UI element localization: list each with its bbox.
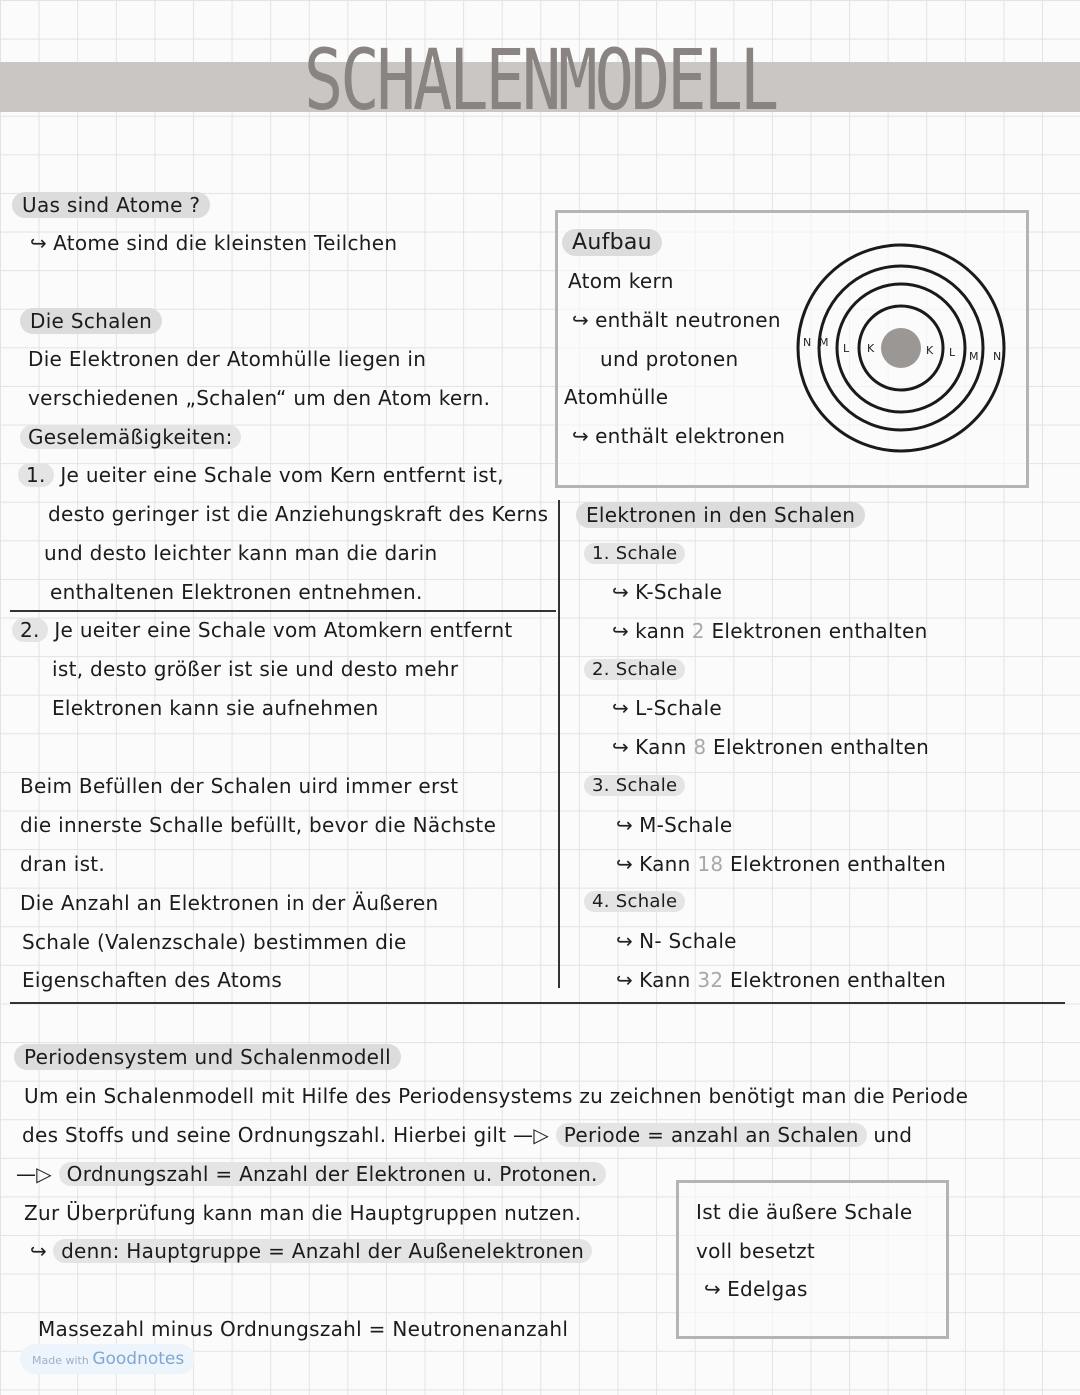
arrow-icon: ↪ [612,580,630,604]
nucleus-label: Atom kern [568,269,674,293]
arrow-icon: ↪ [612,696,630,720]
arrow-icon: ↪ [616,929,634,953]
page-title: SCHALENMODELL [303,31,777,129]
note-line1: Ist die äußere Schale [696,1200,913,1224]
rule2-line3: Elektronen kann sie aufnehmen [52,696,379,720]
shell2-name: ↪ L-Schale [612,696,722,720]
shell-label-left: M [819,336,829,349]
nucleus-dot [881,328,921,368]
shell-label-right: L [949,346,956,359]
shell2-label: 2. Schale [584,657,685,683]
rules-heading: Geselemäßigkeiten: [20,424,241,450]
shell-label-right: M [969,350,979,363]
atoms-heading: Uas sind Atome ? [12,192,210,218]
shell4-name: ↪ N- Schale [616,929,737,953]
shell-contains: ↪ enthält elektronen [572,424,786,448]
shell-label: Atomhülle [564,385,669,409]
arrow-icon: ↪ [572,308,590,332]
shell3-label: 3. Schale [584,773,685,799]
shells-line2: verschiedenen „Schalen“ um den Atom kern. [28,386,491,410]
shell3-capacity: ↪ Kann 18 Elektronen enthalten [616,852,947,876]
shell-label-right: N [993,350,1002,363]
shell4-capacity: ↪ Kann 32 Elektronen enthalten [616,968,947,992]
atom-shell-diagram [795,242,1007,454]
shell1-name: ↪ K-Schale [612,580,723,604]
fill-line5: Schale (Valenzschale) bestimmen die [22,930,407,954]
arrow-icon: ↪ [612,735,630,759]
arrow-icon: ↪ [612,619,630,643]
section-divider [10,1002,1065,1004]
periodic-line6: Massezahl minus Ordnungszahl = Neutronenanzahl [38,1317,569,1341]
goodnotes-watermark: Made with Goodnotes [20,1344,195,1374]
fill-line4: Die Anzahl an Elektronen in der Äußeren [20,891,439,915]
shell-label-left: N [803,336,812,349]
arrow-icon: ↪ [572,424,590,448]
fill-line1: Beim Befüllen der Schalen uird immer erst [20,774,459,798]
shells-line1: Die Elektronen der Atomhülle liegen in [28,347,427,371]
shells-heading: Die Schalen [20,308,162,334]
periodic-line4: Zur Überprüfung kann man die Hauptgruppen nutzen. [24,1201,582,1225]
periodic-heading: Periodensystem und Schalenmodell [14,1044,401,1070]
nucleus-contains-1: ↪ enthält neutronen [572,308,781,332]
fill-line2: die innerste Schalle befüllt, bevor die Nächste [20,813,497,837]
shell2-capacity: ↪ Kann 8 Elektronen enthalten [612,735,930,759]
atoms-answer: ↪ Atome sind die kleinsten Teilchen [30,231,398,255]
shell4-label: 4. Schale [584,889,685,915]
fill-line3: dran ist. [20,852,106,876]
electrons-heading: Elektronen in den Schalen [576,502,865,528]
shell3-name: ↪ M-Schale [616,813,733,837]
rule2-line2: ist, desto größer ist sie und desto mehr [52,657,459,681]
arrow-icon: ↪ [704,1277,722,1301]
shell-label-right: K [926,344,934,357]
periodic-line3: —▷ Ordnungszahl = Anzahl der Elektronen u. Protonen. [16,1161,606,1187]
shell-label-left: L [843,342,850,355]
rule1-line2: desto geringer ist die Anziehungskraft des Kerns [48,502,549,526]
shell1-capacity: ↪ kann 2 Elektronen enthalten [612,619,928,643]
shell1-label: 1. Schale [584,541,685,567]
rule1-line1: 1. Je ueiter eine Schale vom Kern entfernt ist, [18,462,504,488]
arrow-icon: ↪ [30,231,48,255]
nucleus-contains-2: und protonen [600,347,739,371]
periodic-line5: ↪ denn: Hauptgruppe = Anzahl der Außenelektronen [30,1238,592,1264]
note-line2: voll besetzt [696,1239,816,1263]
periodic-line1: Um ein Schalenmodell mit Hilfe des Periodensystems zu zeichnen benötigt man die Periode [24,1084,969,1108]
fill-line6: Eigenschaften des Atoms [22,968,283,992]
note-line3: ↪ Edelgas [704,1277,808,1301]
rule2-line1: 2. Je ueiter eine Schale vom Atomkern entfernt [12,617,513,643]
rule1-line3: und desto leichter kann man die darin [44,541,438,565]
rule1-line4: enthaltenen Elektronen entnehmen. [50,580,423,604]
shell-label-left: K [867,342,875,355]
structure-heading: Aufbau [562,229,662,256]
periodic-line2: des Stoffs und seine Ordnungszahl. Hierbei gilt —▷ Periode = anzahl an Schalen und [22,1123,913,1147]
arrow-icon: ↪ [616,968,634,992]
rule-divider [10,610,556,612]
arrow-icon: ↪ [30,1239,48,1263]
arrow-icon: ↪ [616,852,634,876]
arrow-icon: ↪ [616,813,634,837]
column-divider [558,500,560,988]
